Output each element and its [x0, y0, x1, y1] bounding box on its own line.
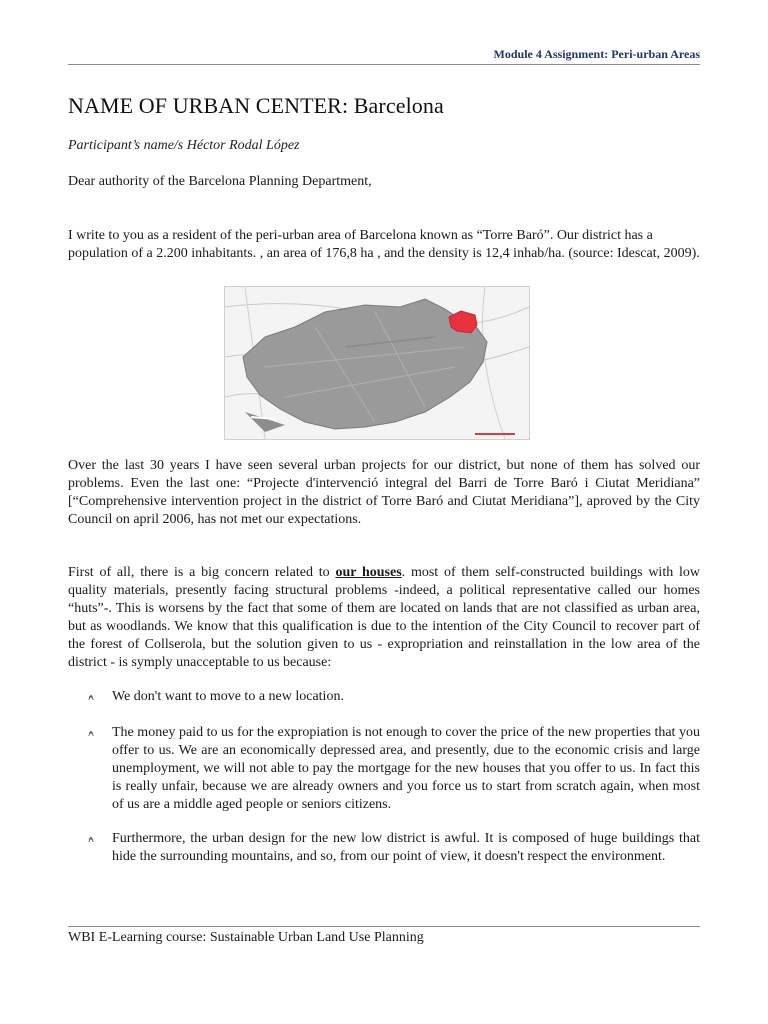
footer-divider	[68, 926, 700, 927]
map-icon	[225, 287, 529, 439]
header-divider	[68, 64, 700, 65]
list-item-text: Furthermore, the urban design for the new low district is awful. It is composed of huge buildings that hide the surrounding mountains, and so, from our point of view, it doesn't respect the environment.	[112, 831, 700, 864]
paragraph-concerns	[68, 564, 700, 672]
list-item	[88, 830, 700, 866]
page-title: NAME OF URBAN CENTER: Barcelona	[68, 93, 444, 118]
paragraph-concerns-start: First of all, there is a big concern related to	[68, 565, 336, 580]
paragraph-history: Over the last 30 years I have seen several urban projects for our district, but none of them has solved our problems. Even the last one: “Projecte d'intervenció integral del Barri de Torre Baró i Ciutat Meridiana” [“Comprehensive intervention project in the district of Torre Baró and Ciutat Meridiana”], aproved by the City Council on april 2006, has not met our expectations.	[68, 458, 700, 527]
bullet-arrow-icon: ⍲	[88, 834, 94, 845]
footer-course-title: WBI E-Learning course: Sustainable Urban Land Use Planning	[68, 930, 424, 945]
our-houses-emphasis: our houses	[335, 565, 402, 580]
paragraph-intro: I write to you as a resident of the peri-urban area of Barcelona known as “Torre Baró”. Our district has a population of a 2.200 inhabitants. , an area of 176,8 ha , and the density is 12,4 inhab/ha. (source: Idescat, 2009).	[68, 228, 700, 261]
list-item	[88, 688, 700, 706]
salutation: Dear authority of the Barcelona Planning Department,	[68, 174, 372, 189]
list-item-text: We don't want to move to a new location.	[112, 689, 344, 704]
paragraph-concerns-rest: . most of them self-constructed buildings with low quality materials, presently facing structural problems -indeed, a political representative called our homes “huts”-. This is worsens by the fact that some of them are located on lands that are not classified as urban area, but as woodlands. We know that this qualification is due to the intention of the City Council to recover part of the forest of Collserola, but the solution given to us - expropriation and reinstallation in the low area of the district - is symply unacceptable to us because:	[68, 565, 701, 670]
list-item-text: The money paid to us for the expropiation is not enough to cover the price of the new properties that you offer to us. We are an economically depressed area, and presently, due to the economic crisis and large unemployment, we will not able to pay the mortgage for the new houses that you offer to us. In fact this is really unfair, because we are already owners and you force us to start from scratch again, when most of us are a middle aged people or seniors citizens.	[112, 725, 700, 812]
header-module-title: Module 4 Assignment: Peri-urban Areas	[493, 47, 700, 61]
list-item	[88, 724, 700, 814]
bullet-arrow-icon: ⍲	[88, 728, 94, 739]
participant-name: Participant’s name/s Héctor Rodal López	[68, 138, 300, 153]
barcelona-map-image	[224, 286, 530, 440]
bullet-arrow-icon: ⍲	[88, 692, 94, 703]
